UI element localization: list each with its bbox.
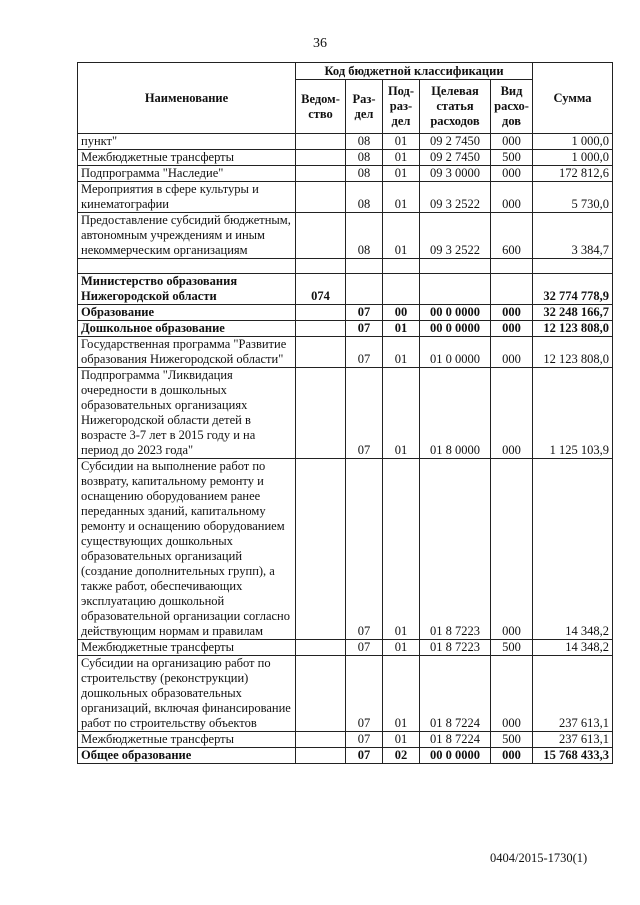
cell-name: Межбюджетные трансферты [78, 732, 296, 748]
cell-target: 09 3 2522 [420, 182, 491, 213]
cell-name: Общее образование [78, 748, 296, 764]
cell-target: 09 2 7450 [420, 150, 491, 166]
cell-section: 07 [346, 459, 383, 640]
cell-kind: 500 [491, 150, 533, 166]
cell-dept [296, 134, 346, 150]
cell-subsection: 01 [383, 213, 420, 259]
cell-kind: 000 [491, 321, 533, 337]
cell-sum: 237 613,1 [533, 656, 613, 732]
cell-name: Мероприятия в сфере культуры и кинематографии [78, 182, 296, 213]
table-row [78, 337, 613, 368]
cell-sum: 12 123 808,0 [533, 337, 613, 368]
cell-sum: 5 730,0 [533, 182, 613, 213]
cell-kind: 000 [491, 656, 533, 732]
table-row [78, 748, 613, 764]
cell-kind: 000 [491, 337, 533, 368]
header-sum: Сумма [533, 63, 613, 134]
cell-sum [533, 259, 613, 274]
table-row [78, 732, 613, 748]
cell-section: 08 [346, 134, 383, 150]
table-row [78, 134, 613, 150]
cell-target: 00 0 0000 [420, 321, 491, 337]
cell-kind: 500 [491, 732, 533, 748]
cell-subsection: 02 [383, 748, 420, 764]
cell-sum: 237 613,1 [533, 732, 613, 748]
document-code: 0404/2015-1730(1) [490, 851, 588, 865]
cell-dept [296, 748, 346, 764]
header-section: Раз-дел [346, 80, 383, 134]
cell-kind: 600 [491, 213, 533, 259]
cell-name: Подпрограмма "Наследие" [78, 166, 296, 182]
cell-target: 00 0 0000 [420, 305, 491, 321]
cell-sum: 1 000,0 [533, 150, 613, 166]
cell-kind [491, 274, 533, 305]
cell-dept [296, 321, 346, 337]
cell-kind: 500 [491, 640, 533, 656]
cell-dept [296, 459, 346, 640]
table-row [78, 640, 613, 656]
cell-name: Дошкольное образование [78, 321, 296, 337]
table-row [78, 368, 613, 459]
cell-kind: 000 [491, 368, 533, 459]
cell-section: 07 [346, 748, 383, 764]
cell-subsection: 01 [383, 459, 420, 640]
table-row [78, 166, 613, 182]
header-name: Наименование [78, 63, 296, 134]
cell-target: 00 0 0000 [420, 748, 491, 764]
header-dept: Ведом-ство [296, 80, 346, 134]
table-row [78, 213, 613, 259]
cell-sum: 14 348,2 [533, 640, 613, 656]
cell-section: 07 [346, 368, 383, 459]
cell-name: Межбюджетные трансферты [78, 150, 296, 166]
cell-dept [296, 305, 346, 321]
cell-sum: 3 384,7 [533, 213, 613, 259]
cell-sum: 15 768 433,3 [533, 748, 613, 764]
cell-subsection: 01 [383, 337, 420, 368]
cell-target: 01 8 7223 [420, 459, 491, 640]
cell-subsection: 01 [383, 368, 420, 459]
cell-sum: 32 774 778,9 [533, 274, 613, 305]
header-classification-group: Код бюджетной классификации [296, 63, 533, 80]
cell-kind: 000 [491, 459, 533, 640]
cell-dept [296, 259, 346, 274]
cell-subsection: 01 [383, 656, 420, 732]
cell-subsection: 01 [383, 166, 420, 182]
table-row [78, 259, 613, 274]
table-row [78, 459, 613, 640]
cell-section: 08 [346, 182, 383, 213]
cell-sum: 14 348,2 [533, 459, 613, 640]
cell-section: 08 [346, 213, 383, 259]
cell-target: 01 8 7224 [420, 732, 491, 748]
table-row [78, 150, 613, 166]
cell-subsection: 00 [383, 305, 420, 321]
cell-dept [296, 656, 346, 732]
cell-name [78, 259, 296, 274]
cell-subsection: 01 [383, 321, 420, 337]
cell-section: 07 [346, 732, 383, 748]
cell-sum: 1 000,0 [533, 134, 613, 150]
cell-target: 01 8 0000 [420, 368, 491, 459]
cell-subsection: 01 [383, 732, 420, 748]
cell-dept [296, 166, 346, 182]
cell-dept [296, 182, 346, 213]
cell-section [346, 274, 383, 305]
cell-dept [296, 213, 346, 259]
cell-dept [296, 640, 346, 656]
cell-dept [296, 368, 346, 459]
cell-section: 07 [346, 305, 383, 321]
header-subsection: Под-раз-дел [383, 80, 420, 134]
cell-sum: 12 123 808,0 [533, 321, 613, 337]
cell-sum: 1 125 103,9 [533, 368, 613, 459]
cell-dept [296, 337, 346, 368]
header-kind: Вид расхо-дов [491, 80, 533, 134]
cell-kind: 000 [491, 166, 533, 182]
cell-name: Субсидии на организацию работ по строительству (реконструкции) дошкольных образовательных организаций, включая финансирование работ по строительству объектов [78, 656, 296, 732]
cell-name: Предоставление субсидий бюджетным, автономным учреждениям и иным некоммерческим организациям [78, 213, 296, 259]
cell-dept: 074 [296, 274, 346, 305]
cell-kind [491, 259, 533, 274]
cell-sum: 172 812,6 [533, 166, 613, 182]
cell-kind: 000 [491, 305, 533, 321]
cell-subsection: 01 [383, 150, 420, 166]
cell-section: 07 [346, 337, 383, 368]
cell-section: 07 [346, 656, 383, 732]
cell-subsection [383, 274, 420, 305]
cell-kind: 000 [491, 134, 533, 150]
cell-name: Образование [78, 305, 296, 321]
cell-name: Министерство образования Нижегородской области [78, 274, 296, 305]
cell-name: Подпрограмма "Ликвидация очередности в дошкольных образовательных организациях Нижегородской области детей в возрасте 3-7 лет в 2015 году и на период до 2023 года" [78, 368, 296, 459]
header-target: Целевая статья расходов [420, 80, 491, 134]
cell-section: 08 [346, 166, 383, 182]
table-row [78, 182, 613, 213]
cell-dept [296, 732, 346, 748]
cell-kind: 000 [491, 182, 533, 213]
cell-subsection: 01 [383, 640, 420, 656]
cell-target: 09 3 2522 [420, 213, 491, 259]
cell-section: 08 [346, 150, 383, 166]
cell-name: Субсидии на выполнение работ по возврату, капитальному ремонту и оснащению оборудованием ранее переданных зданий, капитальному ремонту и оснащению оборудованием существующих дошкольных образовательных организаций (создание дополнительных групп), а также работ, обеспечивающих эксплуатацию дошкольной образовательной организации согласно действующим нормам и правилам [78, 459, 296, 640]
cell-target [420, 259, 491, 274]
cell-dept [296, 150, 346, 166]
cell-name: Государственная программа "Развитие образования Нижегородской области" [78, 337, 296, 368]
cell-name: Межбюджетные трансферты [78, 640, 296, 656]
table-row [78, 274, 613, 305]
table-row [78, 305, 613, 321]
table-row [78, 656, 613, 732]
cell-target: 01 8 7223 [420, 640, 491, 656]
cell-subsection: 01 [383, 182, 420, 213]
budget-table [77, 62, 613, 764]
table-row [78, 321, 613, 337]
cell-kind: 000 [491, 748, 533, 764]
cell-subsection [383, 259, 420, 274]
page-number: 36 [313, 36, 327, 51]
cell-target: 01 8 7224 [420, 656, 491, 732]
cell-target: 09 3 0000 [420, 166, 491, 182]
cell-target [420, 274, 491, 305]
cell-section: 07 [346, 321, 383, 337]
cell-name: пункт" [78, 134, 296, 150]
cell-section [346, 259, 383, 274]
cell-target: 09 2 7450 [420, 134, 491, 150]
cell-sum: 32 248 166,7 [533, 305, 613, 321]
cell-section: 07 [346, 640, 383, 656]
cell-subsection: 01 [383, 134, 420, 150]
cell-target: 01 0 0000 [420, 337, 491, 368]
